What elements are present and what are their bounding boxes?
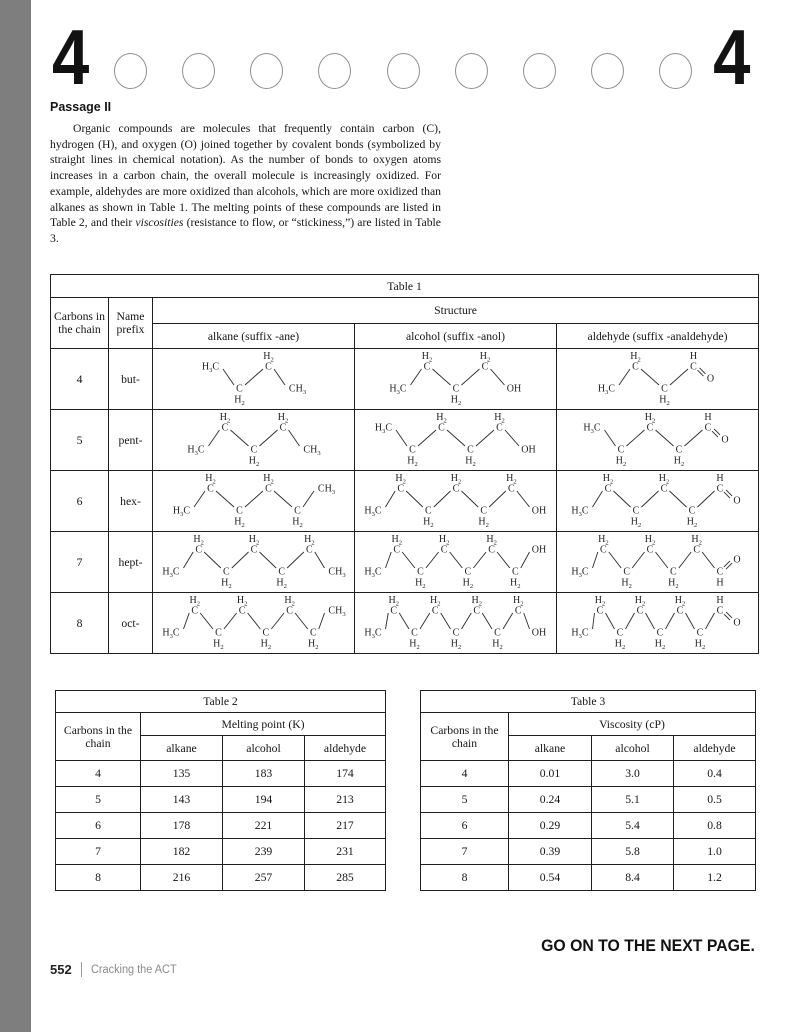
svg-text:H2: $H_2$: [450, 394, 461, 407]
structure-alcohol-6: [355, 471, 557, 532]
svg-text:H2: $H_2$: [429, 595, 440, 608]
svg-text:C: C: [214, 627, 222, 639]
table3-cell-alkane: 0.24: [509, 787, 592, 813]
table3-subcol-alkane: alkane: [509, 736, 592, 761]
answer-bubble-row: [114, 53, 692, 89]
svg-text:C: C: [716, 566, 723, 578]
answer-bubble: [659, 53, 692, 89]
svg-text:OH: OH: [531, 505, 546, 517]
table2-subcol-alkane: alkane: [141, 736, 223, 761]
table2-cell-alcohol: 183: [223, 761, 305, 787]
answer-bubble: [114, 53, 147, 89]
svg-text:OH: OH: [506, 383, 521, 395]
svg-text:C: C: [440, 544, 447, 556]
structure-alkane-5: [153, 410, 355, 471]
svg-text:C: C: [206, 483, 214, 495]
answer-bubble: [591, 53, 624, 89]
structure-alkane-6: [153, 471, 355, 532]
table2-cell-carbons: 5: [56, 787, 141, 813]
svg-text:H: H: [703, 412, 712, 423]
svg-text:H2: $H_2$: [435, 412, 447, 425]
svg-text:C: C: [632, 505, 639, 517]
table2-cell-aldehyde: 231: [305, 839, 386, 865]
svg-text:H2: $H_2$: [602, 473, 613, 486]
svg-text:H3C: $H_3C$: [161, 627, 180, 640]
svg-text:H2: $H_2$: [630, 516, 641, 529]
svg-text:H2: $H_2$: [485, 534, 497, 547]
svg-text:H2: $H_2$: [192, 534, 204, 547]
table1-col-prefix: Name prefix: [109, 298, 153, 349]
svg-text:C: C: [285, 605, 293, 617]
structure-alkane-7: [153, 532, 355, 593]
svg-text:H2: $H_2$: [275, 577, 287, 590]
structure-alcohol-5: [355, 410, 557, 471]
structure-alcohol-7: [355, 532, 557, 593]
svg-text:H2: $H_2$: [248, 455, 259, 468]
svg-text:H2: $H_2$: [673, 455, 684, 468]
page-footer: [50, 962, 181, 977]
svg-text:H2: $H_2$: [450, 473, 461, 486]
svg-text:H3C: $H_3C$: [363, 627, 382, 640]
table3-row: [421, 865, 756, 891]
svg-text:C: C: [235, 505, 243, 517]
svg-text:C: C: [599, 544, 607, 556]
structure-aldehyde-4: [557, 349, 759, 410]
go-on-instruction: GO ON TO THE NEXT PAGE.: [541, 936, 755, 955]
table3-cell-carbons: 8: [421, 865, 509, 891]
table2-subcol-alcohol: alcohol: [223, 736, 305, 761]
table1-col-carbons: Carbons in the chain: [51, 298, 109, 349]
svg-text:C: C: [631, 361, 639, 373]
svg-text:H2: $H_2$: [686, 516, 697, 529]
table3-cell-aldehyde: 0.8: [674, 813, 756, 839]
table2-row: [56, 865, 386, 891]
svg-text:H2: $H_2$: [658, 473, 669, 486]
svg-text:C: C: [646, 422, 653, 434]
svg-text:H2: $H_2$: [477, 516, 489, 529]
svg-text:C: C: [464, 566, 471, 578]
table1-row: [51, 410, 759, 471]
table3-cell-aldehyde: 1.2: [674, 865, 756, 891]
answer-bubble: [523, 53, 556, 89]
svg-text:H2: $H_2$: [233, 516, 245, 529]
svg-text:H3C: $H_3C$: [201, 361, 219, 374]
svg-text:H2: $H_2$: [283, 595, 295, 608]
svg-text:O: O: [706, 373, 714, 385]
book-title: Cracking the ACT: [90, 963, 177, 976]
svg-text:H2: $H_2$: [505, 473, 517, 486]
table3-col-carbons: Carbons in the chain: [421, 713, 509, 761]
table1-cell-prefix: but-: [109, 349, 153, 410]
table2-cell-aldehyde: 217: [305, 813, 386, 839]
svg-text:H2: $H_2$: [260, 638, 271, 651]
table2-cell-alkane: 178: [141, 813, 223, 839]
passage-text-2: (resistance to flow, or “stickiness,”) are listed in Table 3.: [50, 216, 441, 245]
table2-cell-carbons: 8: [56, 865, 141, 891]
answer-bubble: [250, 53, 283, 89]
svg-text:H3C: $H_3C$: [570, 566, 589, 579]
table3-cell-aldehyde: 1.0: [674, 839, 756, 865]
svg-text:H2: $H_2$: [394, 473, 406, 486]
svg-text:H3C: $H_3C$: [570, 627, 589, 640]
table3-cell-carbons: 4: [421, 761, 509, 787]
table1-cell-carbons: 8: [51, 593, 109, 654]
section-number-left: 4: [52, 13, 90, 101]
svg-text:H2: $H_2$: [694, 638, 705, 651]
svg-text:C: C: [416, 566, 424, 578]
structure-aldehyde-8: [557, 593, 759, 654]
table1-cell-prefix: hept-: [109, 532, 153, 593]
svg-text:H2: $H_2$: [462, 577, 473, 590]
svg-text:H2: $H_2$: [390, 534, 402, 547]
svg-text:H2: $H_2$: [204, 473, 216, 486]
svg-text:H2: $H_2$: [188, 595, 200, 608]
svg-text:C: C: [636, 605, 643, 617]
svg-text:C: C: [309, 627, 317, 639]
svg-text:H3C: $H_3C$: [363, 566, 382, 579]
svg-text:CH3: $CH_3$: [288, 383, 306, 396]
svg-text:C: C: [704, 422, 711, 434]
svg-text:C: C: [675, 444, 682, 456]
table3-col-group: Viscosity (cP): [509, 713, 756, 736]
svg-text:O: O: [720, 434, 729, 446]
svg-text:H: H: [715, 577, 724, 589]
svg-text:O: O: [732, 495, 741, 507]
svg-text:H2: $H_2$: [438, 534, 449, 547]
svg-text:H2: $H_2$: [491, 638, 503, 651]
section-number-right: 4: [712, 13, 750, 101]
table3-cell-alcohol: 5.8: [592, 839, 674, 865]
svg-text:H3C: $H_3C$: [186, 444, 205, 457]
svg-text:H2: $H_2$: [512, 595, 523, 608]
svg-text:C: C: [389, 605, 397, 617]
passage-paragraph: [50, 121, 441, 247]
page-number: 552: [50, 962, 72, 977]
svg-text:C: C: [250, 444, 257, 456]
svg-text:C: C: [238, 605, 245, 617]
table3-viscosity: [420, 690, 756, 891]
svg-text:C: C: [646, 544, 653, 556]
svg-text:C: C: [692, 544, 700, 556]
svg-text:H2: $H_2$: [236, 595, 247, 608]
svg-text:H: H: [715, 595, 724, 606]
table3-row: [421, 839, 756, 865]
svg-text:C: C: [660, 383, 668, 395]
table3-cell-carbons: 6: [421, 813, 509, 839]
svg-text:C: C: [466, 444, 474, 456]
svg-text:C: C: [676, 605, 683, 617]
svg-text:H2: $H_2$: [690, 534, 702, 547]
table2-row: [56, 787, 386, 813]
svg-text:H3C: $H_3C$: [363, 505, 382, 518]
svg-text:H2: $H_2$: [594, 595, 605, 608]
structure-alcohol-8: [355, 593, 557, 654]
passage-italic-word: viscosities: [135, 216, 184, 230]
svg-text:H2: $H_2$: [277, 412, 288, 425]
svg-text:H3C: $H_3C$: [388, 383, 407, 396]
structure-alkane-8: [153, 593, 355, 654]
svg-text:H2: $H_2$: [303, 534, 315, 547]
svg-text:CH3: $CH_3$: [327, 605, 346, 618]
svg-text:C: C: [495, 422, 503, 434]
table1-title: Table 1: [51, 275, 759, 298]
table1-row: [51, 532, 759, 593]
table1-cell-carbons: 7: [51, 532, 109, 593]
svg-text:H2: $H_2$: [307, 638, 319, 651]
svg-text:C: C: [479, 505, 487, 517]
svg-text:C: C: [264, 483, 272, 495]
table2-cell-aldehyde: 213: [305, 787, 386, 813]
svg-text:H2: $H_2$: [654, 638, 665, 651]
table2-cell-alcohol: 194: [223, 787, 305, 813]
table3-subcol-aldehyde: aldehyde: [674, 736, 756, 761]
table3-row: [421, 761, 756, 787]
table1-col-structure: Structure: [153, 298, 759, 324]
svg-text:C: C: [396, 483, 404, 495]
svg-text:CH3: $CH_3$: [317, 483, 335, 496]
svg-text:H3C: $H_3C$: [161, 566, 180, 579]
svg-text:C: C: [410, 627, 418, 639]
table2-cell-alcohol: 239: [223, 839, 305, 865]
table3-subcol-alcohol: alcohol: [592, 736, 674, 761]
table3-cell-alcohol: 5.1: [592, 787, 674, 813]
svg-text:H2: $H_2$: [414, 577, 426, 590]
structure-aldehyde-5: [557, 410, 759, 471]
svg-text:H2: $H_2$: [634, 595, 645, 608]
table1-row: [51, 593, 759, 654]
svg-text:H3C: $H_3C$: [582, 422, 601, 435]
svg-text:C: C: [511, 566, 519, 578]
svg-text:C: C: [481, 361, 488, 373]
svg-text:C: C: [277, 566, 285, 578]
svg-text:H2: $H_2$: [262, 473, 274, 486]
svg-text:H2: $H_2$: [658, 394, 670, 407]
table3-row: [421, 813, 756, 839]
structure-alkane-4: [153, 349, 355, 410]
table1-cell-carbons: 6: [51, 471, 109, 532]
svg-text:C: C: [656, 627, 663, 639]
svg-text:H2: $H_2$: [615, 455, 626, 468]
table2-cell-aldehyde: 285: [305, 865, 386, 891]
table1-subcol-alcohol: alcohol (suffix -anol): [355, 324, 557, 349]
svg-text:H: H: [689, 351, 697, 362]
svg-text:C: C: [423, 361, 430, 373]
svg-text:C: C: [716, 483, 723, 495]
table1-row: [51, 471, 759, 532]
svg-text:H2: $H_2$: [220, 577, 232, 590]
passage-heading: Passage II: [50, 100, 112, 114]
table2-cell-carbons: 6: [56, 813, 141, 839]
svg-text:H2: $H_2$: [422, 516, 434, 529]
svg-text:C: C: [190, 605, 198, 617]
svg-text:C: C: [437, 422, 445, 434]
svg-text:H2: $H_2$: [597, 534, 609, 547]
answer-bubble: [387, 53, 420, 89]
table2-cell-aldehyde: 174: [305, 761, 386, 787]
svg-text:C: C: [596, 605, 603, 617]
svg-text:H2: $H_2$: [674, 595, 685, 608]
svg-text:C: C: [616, 627, 623, 639]
table2-title: Table 2: [56, 691, 386, 713]
table2-cell-alkane: 143: [141, 787, 223, 813]
table3-cell-carbons: 5: [421, 787, 509, 813]
svg-text:C: C: [235, 383, 243, 395]
table2-col-group: Melting point (K): [141, 713, 386, 736]
svg-text:OH: OH: [531, 627, 546, 639]
svg-text:C: C: [472, 605, 480, 617]
table2-cell-alkane: 135: [141, 761, 223, 787]
table2-cell-alcohol: 221: [223, 813, 305, 839]
table2-col-carbons: Carbons in the chain: [56, 713, 141, 761]
table1-structures: [50, 274, 759, 654]
table2-row: [56, 813, 386, 839]
table3-cell-carbons: 7: [421, 839, 509, 865]
table3-title: Table 3: [421, 691, 756, 713]
svg-text:C: C: [696, 627, 703, 639]
svg-text:CH3: $CH_3$: [302, 444, 321, 457]
svg-text:OH: OH: [531, 544, 546, 556]
table3-cell-alkane: 0.01: [509, 761, 592, 787]
svg-text:C: C: [279, 422, 286, 434]
svg-text:C: C: [392, 544, 400, 556]
svg-text:H2: $H_2$: [406, 455, 418, 468]
svg-text:H: H: [715, 473, 724, 484]
table1-subcol-alkane: alkane (suffix -ane): [153, 324, 355, 349]
svg-text:H2: $H_2$: [471, 595, 482, 608]
table1-cell-prefix: oct-: [109, 593, 153, 654]
answer-bubble: [318, 53, 351, 89]
svg-text:H2: $H_2$: [212, 638, 224, 651]
table3-cell-alkane: 0.54: [509, 865, 592, 891]
structure-alcohol-4: [355, 349, 557, 410]
svg-text:C: C: [262, 627, 269, 639]
svg-text:C: C: [431, 605, 439, 617]
svg-text:C: C: [669, 566, 677, 578]
svg-text:H2: $H_2$: [509, 577, 521, 590]
footer-divider: [81, 962, 82, 977]
table2-cell-alcohol: 257: [223, 865, 305, 891]
svg-text:C: C: [452, 483, 459, 495]
svg-text:C: C: [604, 483, 611, 495]
table1-cell-carbons: 5: [51, 410, 109, 471]
table1-cell-prefix: hex-: [109, 471, 153, 532]
svg-text:H2: $H_2$: [493, 412, 505, 425]
table3-cell-alcohol: 3.0: [592, 761, 674, 787]
structure-aldehyde-7: [557, 532, 759, 593]
svg-text:C: C: [264, 361, 272, 373]
svg-text:H2: $H_2$: [248, 534, 259, 547]
table1-subcol-aldehyde: aldehyde (suffix -analdehyde): [557, 324, 759, 349]
table2-melting-point: [55, 690, 386, 891]
svg-text:C: C: [452, 627, 459, 639]
svg-text:H2: $H_2$: [291, 516, 303, 529]
page-edge-band: [0, 0, 31, 1032]
table2-cell-alkane: 216: [141, 865, 223, 891]
table1-cell-carbons: 4: [51, 349, 109, 410]
svg-text:C: C: [617, 444, 624, 456]
svg-text:H2: $H_2$: [667, 577, 679, 590]
svg-text:H2: $H_2$: [464, 455, 476, 468]
table2-row: [56, 761, 386, 787]
svg-text:H2: $H_2$: [233, 394, 245, 407]
svg-text:H2: $H_2$: [614, 638, 625, 651]
svg-text:C: C: [194, 544, 202, 556]
svg-text:H2: $H_2$: [421, 351, 432, 364]
answer-bubble: [455, 53, 488, 89]
svg-text:H3C: $H_3C$: [172, 505, 190, 518]
svg-text:H2: $H_2$: [644, 412, 655, 425]
svg-text:H3C: $H_3C$: [374, 422, 392, 435]
answer-bubble: [182, 53, 215, 89]
svg-text:C: C: [221, 422, 228, 434]
svg-text:H3C: $H_3C$: [570, 505, 589, 518]
svg-text:C: C: [493, 627, 501, 639]
svg-text:H2: $H_2$: [262, 351, 274, 364]
structure-aldehyde-6: [557, 471, 759, 532]
svg-text:C: C: [688, 505, 695, 517]
svg-text:C: C: [408, 444, 416, 456]
table2-subcol-aldehyde: aldehyde: [305, 736, 386, 761]
table3-cell-alcohol: 8.4: [592, 865, 674, 891]
svg-text:H2: $H_2$: [450, 638, 461, 651]
svg-text:H2: $H_2$: [629, 351, 641, 364]
table3-row: [421, 787, 756, 813]
svg-text:H2: $H_2$: [479, 351, 490, 364]
svg-text:C: C: [716, 605, 723, 617]
svg-text:H2: $H_2$: [408, 638, 420, 651]
svg-text:H3C: $H_3C$: [597, 383, 615, 396]
passage-text-1: Organic compounds are molecules that frequently contain carbon (C), hydrogen (H), and oxygen (O) joined together by covalent bonds (symbolized by straight lines in chemical notation). As the number of bonds to oxygen atoms increases in a carbon chain, the overall molecule is increasingly oxidized. For example, aldehydes are more oxidized than alcohols, which are more oxidized than alkanes as shown in Table 1. The melting points of these compounds are listed in Table 2, and their: [50, 122, 441, 230]
table1-cell-prefix: pent-: [109, 410, 153, 471]
svg-text:C: C: [689, 361, 697, 373]
svg-text:CH3: $CH_3$: [327, 566, 346, 579]
table1-row: [51, 349, 759, 410]
svg-text:O: O: [732, 617, 741, 629]
svg-text:C: C: [452, 383, 459, 395]
svg-text:H2: $H_2$: [620, 577, 632, 590]
svg-text:C: C: [507, 483, 515, 495]
svg-text:C: C: [424, 505, 432, 517]
table2-cell-alkane: 182: [141, 839, 223, 865]
svg-text:C: C: [487, 544, 495, 556]
svg-text:OH: OH: [520, 444, 536, 456]
table2-cell-carbons: 4: [56, 761, 141, 787]
table3-cell-alcohol: 5.4: [592, 813, 674, 839]
table3-cell-aldehyde: 0.5: [674, 787, 756, 813]
svg-text:C: C: [660, 483, 667, 495]
svg-text:O: O: [732, 554, 741, 566]
table3-cell-aldehyde: 0.4: [674, 761, 756, 787]
svg-text:C: C: [622, 566, 630, 578]
table2-row: [56, 839, 386, 865]
svg-text:C: C: [514, 605, 522, 617]
svg-text:H2: $H_2$: [644, 534, 655, 547]
table2-cell-carbons: 7: [56, 839, 141, 865]
svg-text:H2: $H_2$: [219, 412, 230, 425]
svg-text:C: C: [293, 505, 301, 517]
table3-cell-alkane: 0.39: [509, 839, 592, 865]
svg-text:C: C: [305, 544, 313, 556]
svg-text:C: C: [250, 544, 257, 556]
svg-text:C: C: [222, 566, 230, 578]
table3-cell-alkane: 0.29: [509, 813, 592, 839]
svg-text:H2: $H_2$: [388, 595, 399, 608]
